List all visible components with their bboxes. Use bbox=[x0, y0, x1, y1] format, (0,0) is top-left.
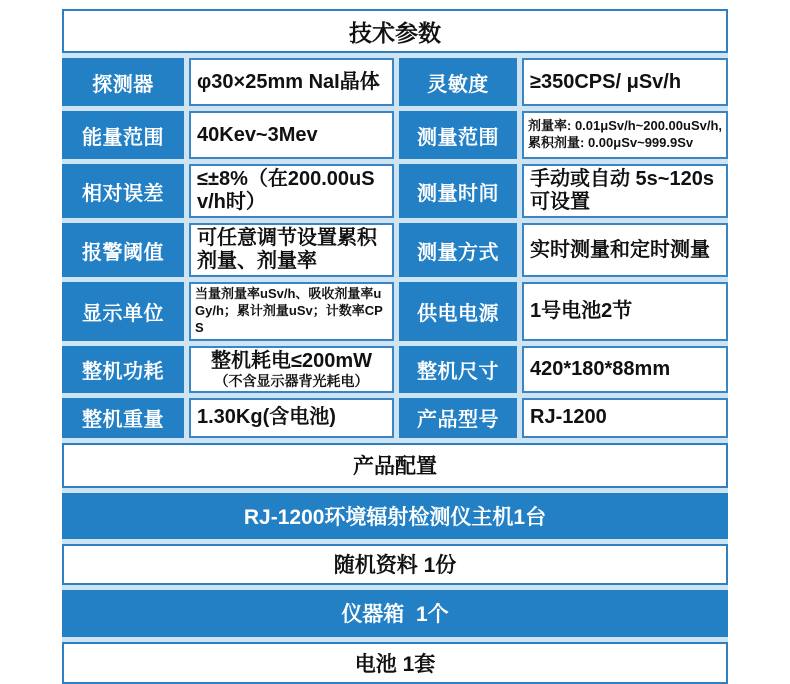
value-measure-range: 剂量率: 0.01μSv/h~200.00uSv/h,累积剂量: 0.00μSv~999.9Sv bbox=[522, 111, 728, 159]
value-power-supply: 1号电池2节 bbox=[522, 282, 728, 341]
power-consumption-main: 整机耗电≤200mW bbox=[210, 349, 372, 372]
label-measure-mode: 测量方式 bbox=[399, 223, 517, 277]
value-energy-range: 40Kev~3Mev bbox=[189, 111, 394, 159]
banner-documents: 随机资料 1份 bbox=[62, 544, 728, 585]
value-measure-mode: 实时测量和定时测量 bbox=[522, 223, 728, 277]
value-dimensions: 420*180*88mm bbox=[522, 346, 728, 393]
banner-config-heading: 产品配置 bbox=[62, 443, 728, 488]
label-measure-time: 测量时间 bbox=[399, 164, 517, 218]
value-relative-error: ≤±8%（在200.00uSv/h时） bbox=[189, 164, 394, 218]
value-measure-time: 手动或自动 5s~120s可设置 bbox=[522, 164, 728, 218]
value-sensitivity: ≥350CPS/ μSv/h bbox=[522, 58, 728, 106]
table-row bbox=[62, 164, 728, 218]
label-dimensions: 整机尺寸 bbox=[399, 346, 517, 393]
label-measure-range: 测量范围 bbox=[399, 111, 517, 159]
table-row bbox=[62, 58, 728, 106]
power-consumption-note: （不含显示器背光耗电） bbox=[214, 372, 369, 389]
table-title-text: 技术参数 bbox=[349, 19, 441, 46]
banner-battery: 电池 1套 bbox=[62, 642, 728, 684]
label-relative-error: 相对误差 bbox=[62, 164, 184, 218]
table-row bbox=[62, 282, 728, 341]
label-energy-range: 能量范围 bbox=[62, 111, 184, 159]
banner-main-unit: RJ-1200环境辐射检测仪主机1台 bbox=[62, 493, 728, 539]
label-display-unit: 显示单位 bbox=[62, 282, 184, 341]
value-detector: φ30×25mm NaI晶体 bbox=[189, 58, 394, 106]
label-model: 产品型号 bbox=[399, 398, 517, 438]
label-weight: 整机重量 bbox=[62, 398, 184, 438]
table-row bbox=[62, 111, 728, 159]
value-power-consumption bbox=[189, 346, 394, 393]
spec-panel bbox=[62, 9, 728, 684]
value-model: RJ-1200 bbox=[522, 398, 728, 438]
table-row bbox=[62, 346, 728, 393]
value-weight: 1.30Kg(含电池) bbox=[189, 398, 394, 438]
value-alarm-threshold: 可任意调节设置累积剂量、剂量率 bbox=[189, 223, 394, 277]
table-row bbox=[62, 398, 728, 438]
label-alarm-threshold: 报警阈值 bbox=[62, 223, 184, 277]
table-row bbox=[62, 223, 728, 277]
value-display-unit: 当量剂量率uSv/h、吸收剂量率uGy/h；累计剂量uSv；计数率CPS bbox=[189, 282, 394, 341]
banner-instrument-case: 仪器箱 1个 bbox=[62, 590, 728, 637]
label-power-consumption: 整机功耗 bbox=[62, 346, 184, 393]
label-power-supply: 供电电源 bbox=[399, 282, 517, 341]
table-title bbox=[62, 9, 728, 53]
label-detector: 探测器 bbox=[62, 58, 184, 106]
label-sensitivity: 灵敏度 bbox=[399, 58, 517, 106]
